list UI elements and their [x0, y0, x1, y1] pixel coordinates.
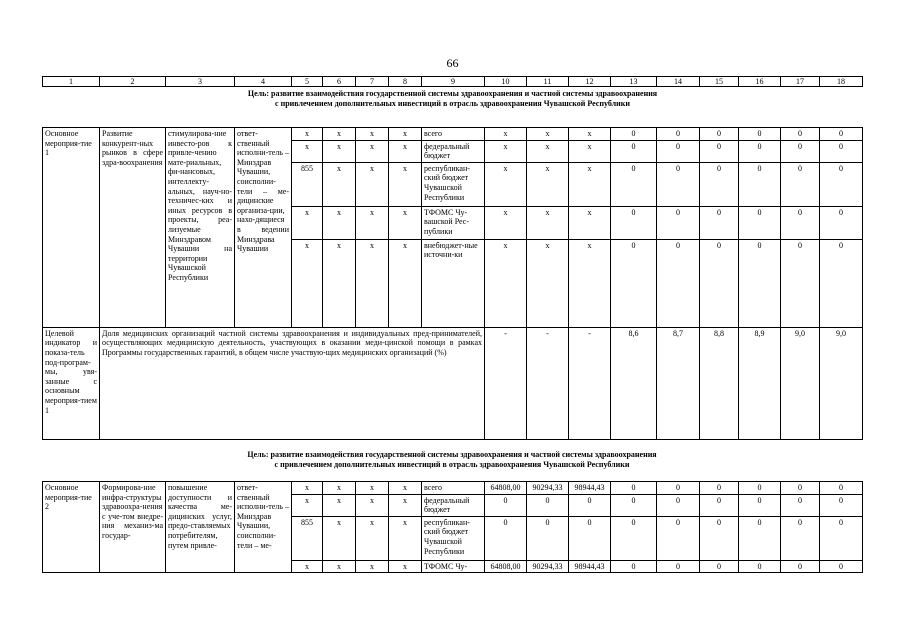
table-cell: 0 — [781, 206, 820, 239]
table-cell: х — [356, 128, 389, 141]
table-cell: 98944,43 — [569, 560, 611, 573]
table-cell: 98944,43 — [569, 482, 611, 495]
table-cell: х — [389, 560, 422, 573]
table-cell: х — [389, 140, 422, 162]
table-cell: 0 — [781, 494, 820, 516]
table-cell: 0 — [657, 239, 700, 327]
table-cell: х — [569, 128, 611, 141]
funding-source-cell: ТФОМС Чу-вашской Рес-публики — [422, 206, 485, 239]
table-cell: х — [389, 516, 422, 560]
table-cell: 0 — [820, 128, 863, 141]
table-cell: х — [569, 140, 611, 162]
table-cell: 9,0 — [781, 327, 820, 439]
table-cell: х — [292, 560, 323, 573]
table-cell: 0 — [781, 560, 820, 573]
column-header: 11 — [527, 77, 569, 87]
table-cell: 0 — [700, 560, 739, 573]
table-cell: 0 — [611, 239, 657, 327]
indicator-type-cell: Целевой индикатор и показа-тель под-програм-мы, увя-занные с основным мероприя-тием 1 — [43, 327, 100, 439]
table-cell: 0 — [739, 239, 781, 327]
funding-source-cell: внебюджет-ные источни-ки — [422, 239, 485, 327]
table-cell: 0 — [611, 560, 657, 573]
table-cell: 0 — [739, 560, 781, 573]
indicator-row — [43, 327, 863, 439]
table-cell: х — [485, 128, 527, 141]
goal-line-2: с привлечением дополнительных инвестиций в отрасль здравоохранения Чувашской Республики — [275, 99, 630, 108]
table-cell: х — [323, 128, 356, 141]
event-name-cell: Развитие конкурент-ных рынков в сфере здра-воохранения — [100, 128, 166, 328]
table-cell: - — [485, 327, 527, 439]
table-cell: 0 — [820, 482, 863, 495]
gap-row — [43, 111, 863, 128]
table-cell: х — [323, 516, 356, 560]
table-cell: 855 — [292, 516, 323, 560]
table-cell: 0 — [739, 162, 781, 206]
table-cell: х — [356, 140, 389, 162]
table-cell: 0 — [611, 494, 657, 516]
column-header: 12 — [569, 77, 611, 87]
table-cell: 0 — [657, 128, 700, 141]
column-header: 10 — [485, 77, 527, 87]
column-header: 2 — [100, 77, 166, 87]
table-cell: 0 — [657, 206, 700, 239]
table-cell: 0 — [485, 516, 527, 560]
table-cell: х — [389, 494, 422, 516]
table-cell: х — [569, 162, 611, 206]
table-cell: х — [356, 239, 389, 327]
table-cell: х — [569, 206, 611, 239]
funding-source-cell: федеральный бюджет — [422, 494, 485, 516]
table-cell: 0 — [739, 140, 781, 162]
column-header: 3 — [166, 77, 235, 87]
table-cell: 0 — [700, 482, 739, 495]
table-cell: х — [527, 140, 569, 162]
table-cell: 0 — [700, 128, 739, 141]
table-cell: 0 — [820, 560, 863, 573]
table-cell: 0 — [739, 516, 781, 560]
table-cell: 0 — [700, 516, 739, 560]
event-type-cell: Основное мероприя-тие 1 — [43, 128, 100, 328]
funding-source-cell: ТФОМС Чу- — [422, 560, 485, 573]
table-cell: 855 — [292, 162, 323, 206]
event-type-cell: Основное мероприя-тие 2 — [43, 482, 100, 573]
table-cell: 0 — [611, 128, 657, 141]
funding-source-cell: всего — [422, 128, 485, 141]
table-cell: 64808,00 — [485, 560, 527, 573]
table-cell: х — [485, 140, 527, 162]
table-cell: 0 — [781, 162, 820, 206]
table-cell: х — [485, 162, 527, 206]
table-cell: х — [527, 206, 569, 239]
table-cell: 0 — [700, 494, 739, 516]
column-header: 5 — [292, 77, 323, 87]
table-cell: 0 — [700, 140, 739, 162]
table-cell: 0 — [657, 140, 700, 162]
funding-source-cell: республикан-ский бюджет Чувашской Республики — [422, 516, 485, 560]
table-cell: 0 — [820, 140, 863, 162]
table-cell: 0 — [657, 516, 700, 560]
table-cell: х — [323, 140, 356, 162]
table-cell: 0 — [739, 494, 781, 516]
event-description-cell: повышение доступности и качества ме-дицинских услуг, предо-ставляемых потребителям, путем привле- — [166, 482, 235, 573]
table-cell: 0 — [781, 128, 820, 141]
table-cell: 8,8 — [700, 327, 739, 439]
column-header: 6 — [323, 77, 356, 87]
column-header: 9 — [422, 77, 485, 87]
column-header: 7 — [356, 77, 389, 87]
event-executor-cell: ответ-ственный исполни-тель – Минздрав Чувашии, соисполни-тели – ме- — [235, 482, 292, 573]
table-cell: 0 — [781, 516, 820, 560]
table-row — [43, 128, 863, 141]
funding-source-cell: федеральный бюджет — [422, 140, 485, 162]
table-cell: х — [323, 560, 356, 573]
table-cell: х — [389, 128, 422, 141]
table-cell: х — [323, 482, 356, 495]
table-cell: х — [292, 482, 323, 495]
table-cell: 0 — [657, 560, 700, 573]
table-cell: 0 — [781, 140, 820, 162]
table-cell: х — [356, 516, 389, 560]
table-cell: 8,6 — [611, 327, 657, 439]
table-cell: 0 — [820, 206, 863, 239]
table-cell: 0 — [657, 162, 700, 206]
table-cell: х — [356, 482, 389, 495]
table-cell: 0 — [527, 494, 569, 516]
column-header: 8 — [389, 77, 422, 87]
table-cell: х — [292, 206, 323, 239]
table-cell: х — [389, 482, 422, 495]
goal-text — [43, 87, 863, 112]
table-cell: 0 — [700, 239, 739, 327]
table-cell: 0 — [781, 239, 820, 327]
table-cell: 8,9 — [739, 327, 781, 439]
table-cell: х — [389, 239, 422, 327]
table-cell: 0 — [820, 516, 863, 560]
table-cell: 0 — [820, 494, 863, 516]
table-cell: 0 — [739, 206, 781, 239]
table-cell: 0 — [611, 206, 657, 239]
table-cell: 0 — [739, 128, 781, 141]
table-cell: 0 — [700, 162, 739, 206]
table-cell: х — [569, 239, 611, 327]
table-cell: 0 — [569, 494, 611, 516]
table-cell: 0 — [700, 206, 739, 239]
table-cell: 90294,33 — [527, 560, 569, 573]
column-header: 17 — [781, 77, 820, 87]
table-cell: 0 — [820, 162, 863, 206]
table-cell: х — [485, 206, 527, 239]
table-cell: 0 — [611, 482, 657, 495]
table-cell: х — [292, 128, 323, 141]
funding-source-cell: всего — [422, 482, 485, 495]
column-header: 16 — [739, 77, 781, 87]
event-name-cell: Формирова-ние инфра-структуры здравоохра-нения с уче-том внедре-ния механиз-ма государ- — [100, 482, 166, 573]
table-cell: х — [323, 162, 356, 206]
table-cell: х — [389, 206, 422, 239]
column-header: 14 — [657, 77, 700, 87]
table-cell: 90294,33 — [527, 482, 569, 495]
goal-line-1: Цель: развитие взаимодействия государственной системы здравоохранения и частной системы здравоохранения — [247, 450, 657, 459]
column-header: 13 — [611, 77, 657, 87]
column-header: 15 — [700, 77, 739, 87]
table-cell: х — [356, 162, 389, 206]
table-cell: х — [323, 206, 356, 239]
table-cell: - — [527, 327, 569, 439]
table-row — [43, 482, 863, 495]
table-cell: х — [485, 239, 527, 327]
table-cell: 9,0 — [820, 327, 863, 439]
table-cell: 0 — [739, 482, 781, 495]
table-cell: 64808,00 — [485, 482, 527, 495]
table-cell: х — [527, 162, 569, 206]
table-cell: х — [527, 128, 569, 141]
table-cell: х — [356, 494, 389, 516]
table-cell: х — [292, 140, 323, 162]
indicator-text-cell: Доля медицинских организаций частной системы здравоохранения и индивидуальных пред-принимателей, осуществляющих медицинскую деятельность, участвующих в оказании меди-цинской помощи в рамках Программы государственных гарантий, в общем числе участвую-щих медицинских организаций (%) — [100, 327, 485, 439]
funding-source-cell: республикан-ский бюджет Чувашской Республики — [422, 162, 485, 206]
table-cell: - — [569, 327, 611, 439]
column-header: 4 — [235, 77, 292, 87]
table-cell: 0 — [611, 516, 657, 560]
goal-line-1: Цель: развитие взаимодействия государственной системы здравоохранения и частной системы здравоохранения — [247, 89, 658, 98]
table-cell: 0 — [527, 516, 569, 560]
table-cell: 0 — [611, 140, 657, 162]
table-cell: 0 — [611, 162, 657, 206]
table-cell: 0 — [781, 482, 820, 495]
table-cell: х — [356, 206, 389, 239]
table-cell: 0 — [657, 494, 700, 516]
column-header: 18 — [820, 77, 863, 87]
table-cell: х — [323, 239, 356, 327]
table-cell: 0 — [657, 482, 700, 495]
table-cell: х — [292, 239, 323, 327]
goal-heading-2 — [42, 450, 862, 470]
column-number-row — [43, 77, 863, 87]
table-cell: х — [527, 239, 569, 327]
column-header: 1 — [43, 77, 100, 87]
goal-line-2: с привлечением дополнительных инвестиций в отрасль здравоохранения Чувашской Республики — [274, 460, 630, 469]
gap-cell — [43, 111, 863, 128]
table-cell: 0 — [485, 494, 527, 516]
table-cell: 8,7 — [657, 327, 700, 439]
table-cell: х — [356, 560, 389, 573]
table-cell: х — [323, 494, 356, 516]
table-cell: 0 — [820, 239, 863, 327]
table-cell: х — [389, 162, 422, 206]
page-number: 66 — [446, 56, 459, 70]
table-cell: 0 — [569, 516, 611, 560]
table-cell: х — [292, 494, 323, 516]
event-description-cell: стимулирова-ние инвесто-ров к привле-чению мате-риальных, фи-нансовых, интеллекту-альных, науч-но-техничес-ких и иных ресурсов в проекты, реа-лизуемые Минздравом Чувашии на территории Чувашской Республики — [166, 128, 235, 328]
program-table-part2 — [42, 481, 863, 573]
event-executor-cell: ответ-ственный исполни-тель – Минздрав Чувашии, соисполни-тели – ме-дицинские организа-ции, нахо-дящиеся в ведении Минздрава Чувашии — [235, 128, 292, 328]
program-table-part1 — [42, 76, 863, 440]
goal-row — [43, 87, 863, 112]
